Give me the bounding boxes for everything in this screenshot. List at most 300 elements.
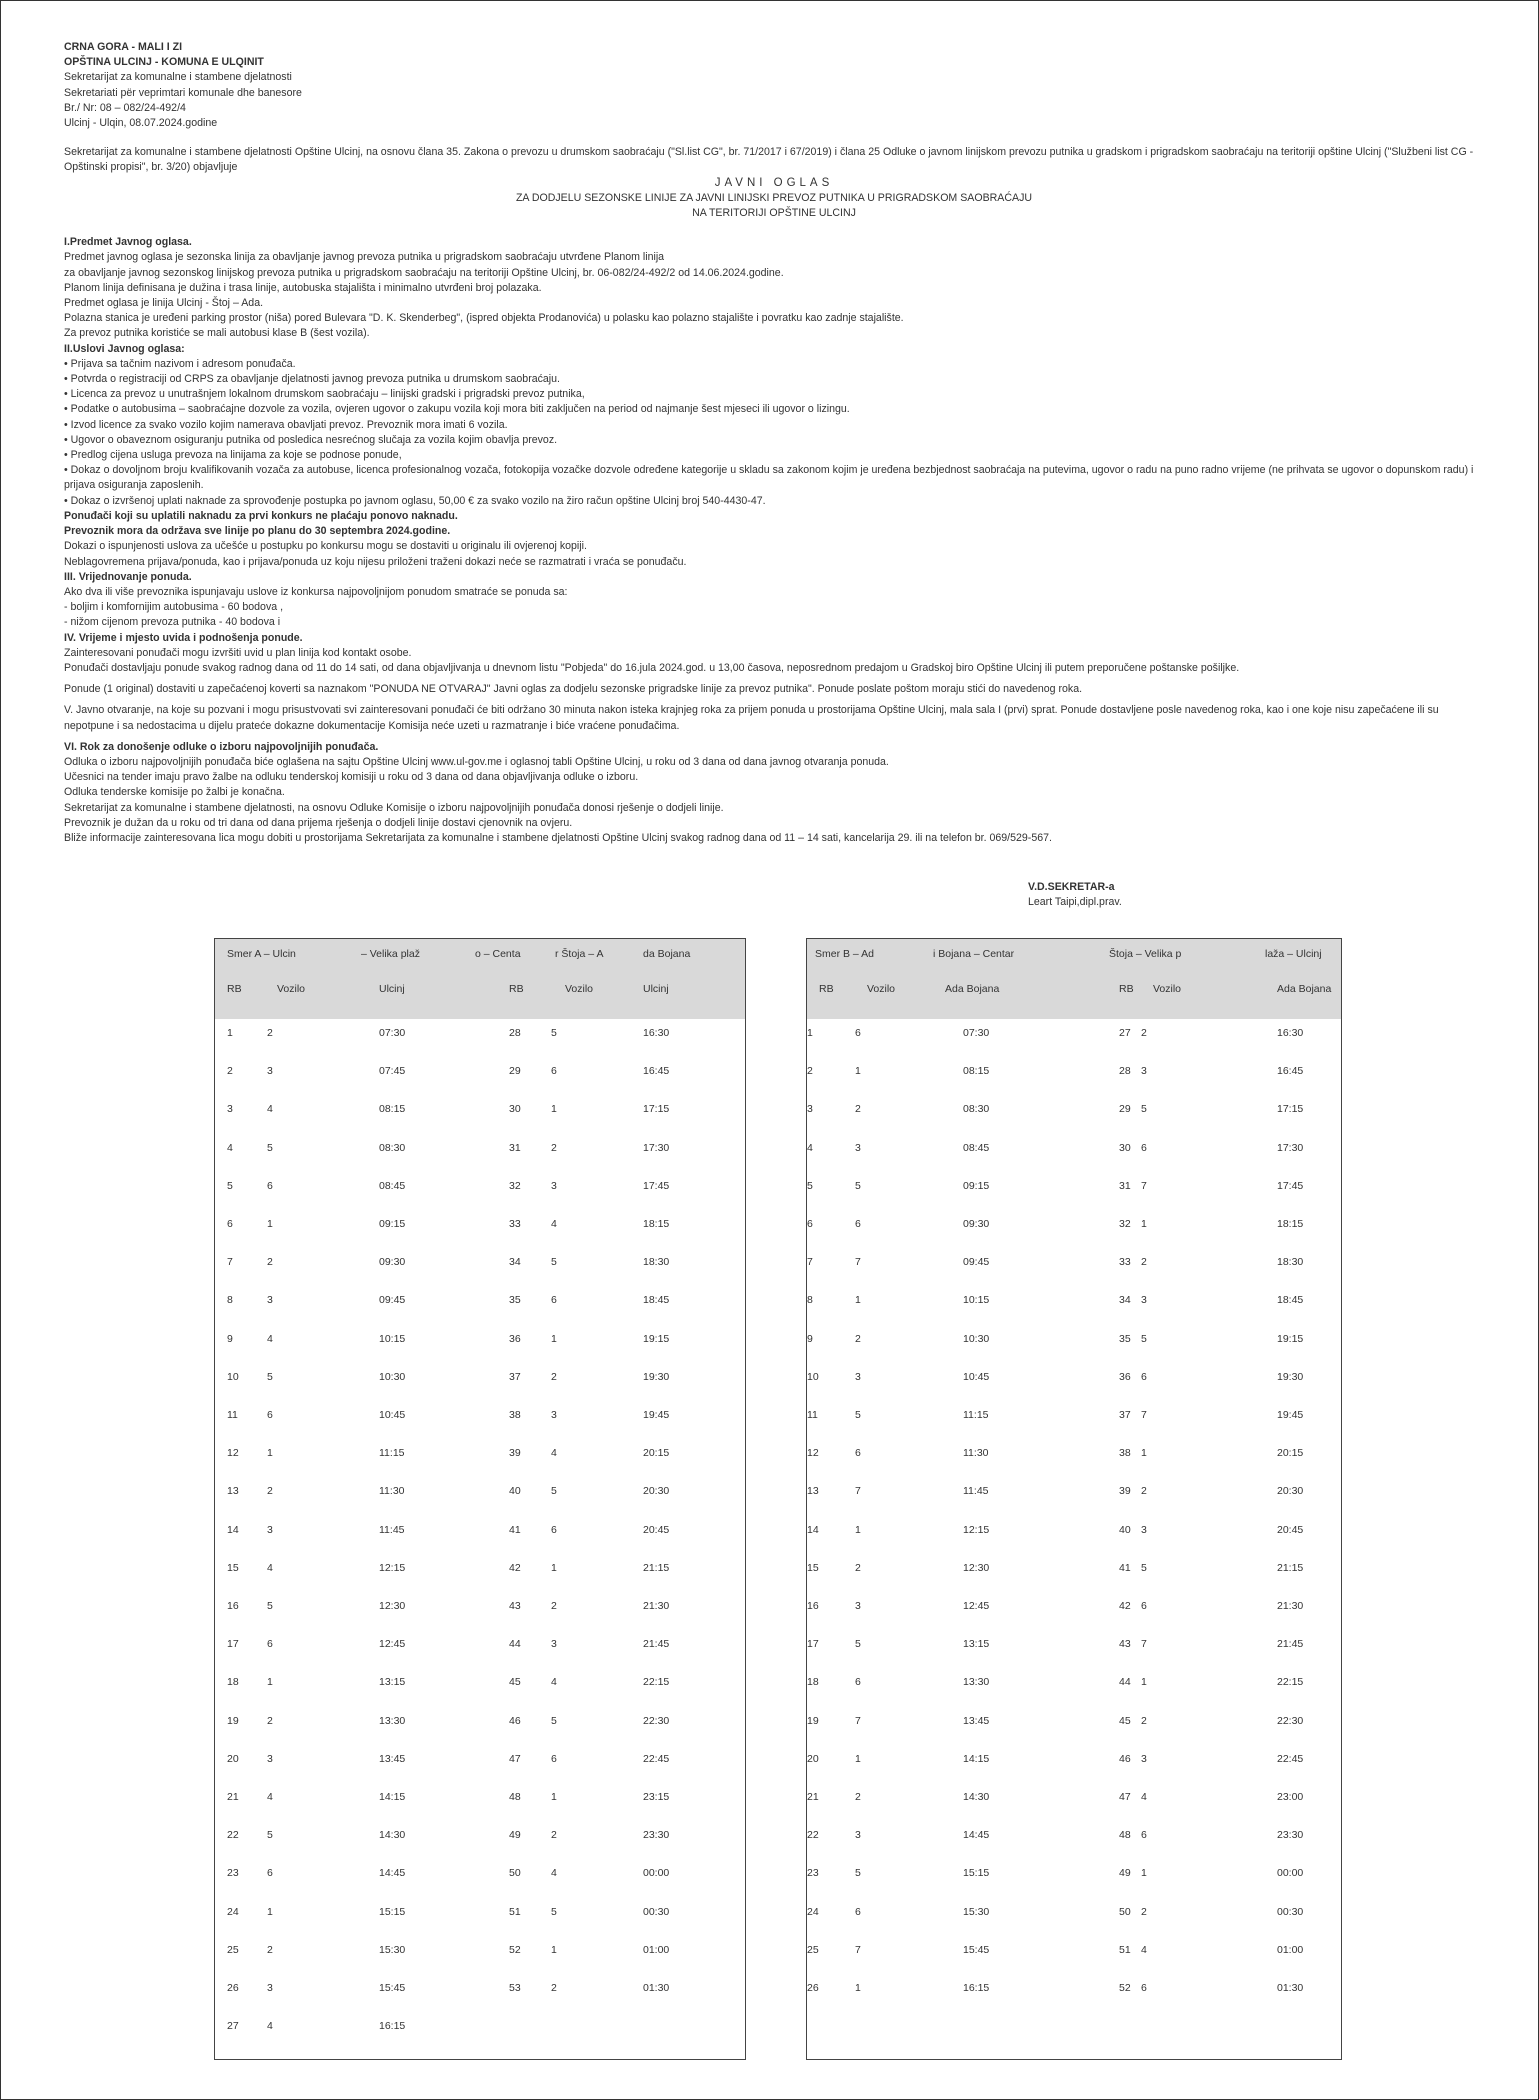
table-cell: 19:15 [1277, 1332, 1304, 1345]
table-cell: 14 [807, 1523, 819, 1536]
table-cell: 21:15 [1277, 1561, 1304, 1574]
table-cell: 15:30 [379, 1943, 406, 1956]
table-row [215, 2020, 745, 2058]
intro-paragraph: Sekretarijat za komunalne i stambene djelatnosti Opštine Ulcinj, na osnovu člana 35. Zakona o prevozu u drumskom saobraćaju ("Sl.list CG", br. 71/2017 i 67/2019) i člana 25 Odluke o javnom linijskom prevozu putnika u gradskom i prigradskom saobraćaju na teritoriji opštine Ulcinj ("Službeni list CG - Opštinski propisi", br. 3/20) objavljuje [64, 146, 1474, 174]
table-cell: 18:30 [643, 1256, 670, 1269]
table-cell: 52 [509, 1943, 521, 1956]
table-cell: 07:30 [379, 1027, 406, 1039]
table-cell: 19:15 [643, 1332, 670, 1345]
table-cell: 00:30 [643, 1905, 670, 1918]
table-cell: 28 [1119, 1065, 1131, 1078]
table-cell: 11:15 [963, 1409, 989, 1421]
table-cell: 11:45 [379, 1523, 405, 1536]
table-cell: 3 [1141, 1294, 1147, 1307]
section-6-text: Bliže informacije zainteresovana lica mogu dobiti u prostorijama Sekretarijata za komunalne i stambene djelatnosti Opštine Ulcinj svakog radnog dana od 11 – 14 sati, kancelarija 29. ili na telefon br. 069/529-567. [64, 831, 1052, 844]
table-cell: 1 [267, 1905, 273, 1918]
section-3-text: Ako dva ili više prevoznika ispunjavaju uslove iz konkursa najpovoljnijom ponudom smatraće se ponuda sa: [64, 585, 568, 598]
table-cell: 3 [267, 1752, 273, 1765]
table-cell: 10:15 [963, 1294, 990, 1307]
table-row [807, 1103, 1341, 1141]
table-row [807, 1065, 1341, 1103]
table-cell: 2 [855, 1332, 861, 1345]
table-cell: 1 [551, 1561, 557, 1574]
table-cell: 11:15 [379, 1447, 405, 1460]
condition-item: • Podatke o autobusima – saobraćajne dozvole za vozila, ovjeren ugovor o zakupu vozila koji mora biti zaključen na period od najmanje šest mjeseci ili ugovor o lizingu. [64, 403, 850, 416]
section-4-text: Ponude (1 original) dostaviti u zapečaćenoj koverti sa naznakom "PONUDA NE OTVARAJ" Javni oglas za dodjelu sezonske prigradske linije za prevoz putnika". Ponude poslate poštom moraju stići do navedenog roka. [64, 683, 1083, 696]
table-cell: 12 [227, 1447, 239, 1460]
table-row [807, 1906, 1341, 1944]
table-cell: 10:15 [379, 1332, 406, 1345]
section-1-text: za obavljanje javnog sezonskog linijskog prevoza putnika u prigradskom saobraćaju na teritoriji Opštine Ulcinj, br. 06-082/24-492/2 od 14.06.2024.godine. [64, 266, 784, 279]
table-cell: 30 [1119, 1141, 1131, 1154]
table-row [807, 1944, 1341, 1982]
table-cell: 6 [855, 1676, 861, 1689]
table-cell: 20 [807, 1752, 819, 1765]
deadline-note: Prevoznik mora da održava sve linije po planu do 30 septembra 2024.godine. [64, 525, 451, 538]
table-cell: 20:15 [643, 1447, 670, 1460]
table-cell: 31 [509, 1141, 521, 1154]
table-cell: 10:45 [963, 1370, 990, 1383]
condition-item: • Dokaz o izvršenoj uplati naknade za sprovođenje postupka po javnom oglasu, 50,00 € za svako vozilo na žiro račun opštine Ulcinj broj 540-4430-47. [64, 494, 766, 507]
table-cell: 22:45 [1277, 1752, 1304, 1765]
table-cell: 4 [267, 1791, 273, 1803]
table-cell: 6 [855, 1905, 861, 1918]
table-cell: 15 [807, 1561, 819, 1574]
header-line-3: Sekretarijat za komunalne i stambene djelatnosti [64, 71, 292, 84]
table-cell: 32 [509, 1179, 521, 1192]
table-cell: 19 [227, 1714, 239, 1727]
table-cell: 18:45 [1277, 1294, 1304, 1307]
table-cell: 8 [807, 1294, 813, 1307]
table-cell: 20:30 [1277, 1485, 1304, 1498]
table-cell: 37 [1119, 1409, 1131, 1421]
table-cell: 6 [267, 1409, 273, 1421]
table-cell: 36 [1119, 1370, 1131, 1383]
table-cell: 19 [807, 1714, 819, 1727]
table-cell: 13:30 [379, 1714, 406, 1727]
table-row [215, 1180, 745, 1218]
table-cell: 5 [855, 1409, 861, 1421]
table-cell: 7 [227, 1256, 233, 1269]
table-cell: 5 [551, 1256, 557, 1269]
table-header [215, 939, 745, 1019]
table-cell: 6 [551, 1294, 557, 1307]
table-cell: 22:30 [1277, 1714, 1304, 1727]
table-cell: 3 [551, 1179, 557, 1192]
table-cell: 2 [551, 1982, 557, 1994]
table-row [807, 1142, 1341, 1180]
table-cell: 7 [1141, 1179, 1147, 1192]
table-cell: 18 [227, 1676, 239, 1689]
table-cell: 9 [227, 1332, 233, 1345]
table-cell: 16 [807, 1600, 819, 1612]
table-cell: 51 [509, 1905, 521, 1918]
table-cell: 2 [267, 1943, 273, 1956]
table-cell: 1 [551, 1791, 557, 1803]
table-cell: 21:30 [643, 1600, 670, 1612]
table-row [215, 1142, 745, 1180]
table-cell: 42 [1119, 1600, 1131, 1612]
table-cell: 17:15 [1277, 1103, 1304, 1116]
table-cell: 1 [855, 1523, 861, 1536]
table-cell: 36 [509, 1332, 521, 1345]
table-cell: 4 [227, 1141, 233, 1154]
table-cell: 23:15 [643, 1791, 670, 1803]
table-cell: 46 [509, 1714, 521, 1727]
table-cell: 09:45 [379, 1294, 406, 1307]
table-cell: 6 [551, 1065, 557, 1078]
table-cell: 29 [1119, 1103, 1131, 1116]
table-row [215, 1791, 745, 1829]
table-cell: 26 [227, 1982, 239, 1994]
table-row [807, 1676, 1341, 1714]
table-row [807, 1562, 1341, 1600]
table-cell: 6 [807, 1218, 813, 1230]
table-cell: 11 [807, 1409, 818, 1421]
table-row [807, 1982, 1341, 2020]
table-cell: 2 [1141, 1027, 1147, 1039]
reference-number: Br./ Nr: 08 – 082/24-492/4 [64, 101, 186, 114]
table-cell: 1 [1141, 1867, 1147, 1880]
table-row [215, 1333, 745, 1371]
table-cell: 45 [1119, 1714, 1131, 1727]
table-row [215, 1371, 745, 1409]
section-2-heading: II.Uslovi Javnog oglasa: [64, 342, 185, 355]
table-row [807, 1600, 1341, 1638]
table-cell: 5 [1141, 1561, 1147, 1574]
table-cell: 4 [267, 1561, 273, 1574]
table-cell: 19:45 [1277, 1409, 1304, 1421]
table-cell: 28 [509, 1027, 521, 1039]
table-cell: 38 [1119, 1447, 1131, 1460]
table-cell: 6 [855, 1027, 861, 1039]
section-6-text: Odluka tenderske komisije po žalbi je konačna. [64, 786, 285, 799]
table-cell: 22 [227, 1829, 239, 1842]
table-row [807, 1180, 1341, 1218]
table-cell: 18:15 [1277, 1218, 1304, 1230]
table-cell: 5 [855, 1179, 861, 1192]
table-row [215, 1715, 745, 1753]
table-cell: 20:30 [643, 1485, 670, 1498]
table-cell: 2 [267, 1256, 273, 1269]
table-row [215, 1294, 745, 1332]
table-header-cell: i Bojana – Centar [933, 948, 1015, 960]
table-cell: 12:15 [379, 1561, 406, 1574]
table-row [807, 1256, 1341, 1294]
table-cell: 49 [509, 1829, 521, 1842]
table-cell: 13:45 [379, 1752, 406, 1765]
table-cell: 3 [227, 1103, 233, 1116]
section-2-text: Dokazi o ispunjenosti uslova za učešće u postupku po konkursu mogu se dostaviti u originalu ili ovjerenoj kopiji. [64, 540, 587, 553]
table-cell: 17:30 [643, 1141, 670, 1154]
document-body [64, 40, 1484, 846]
table-cell: 51 [1119, 1943, 1131, 1956]
column-header: Ada Bojana [1277, 983, 1332, 995]
condition-item: • Potvrda o registraciji od CRPS za obavljanje djelatnosti javnog prevoza putnika u drumskom saobraćaju. [64, 373, 560, 386]
section-1-text: Polazna stanica je uređeni parking prostor (niša) pored Bulevara "D. K. Skenderbeg", (ispred objekta Prodanovića) u polasku kao polazno stajalište i povratku kao zadnje stajalište. [64, 312, 904, 325]
table-cell: 20:45 [643, 1523, 670, 1536]
table-cell: 09:30 [963, 1218, 990, 1230]
table-row [807, 1447, 1341, 1485]
table-cell: 32 [1119, 1218, 1131, 1230]
table-cell: 7 [1141, 1409, 1147, 1421]
header-line-2: OPŠTINA ULCINJ - KOMUNA E ULQINIT [64, 56, 264, 69]
section-1-heading: I.Predmet Javnog oglasa. [64, 236, 192, 249]
table-cell: 10:45 [379, 1409, 406, 1421]
table-cell: 6 [227, 1218, 233, 1230]
table-cell: 43 [1119, 1638, 1131, 1651]
table-cell: 16:45 [1277, 1065, 1304, 1078]
table-cell: 01:30 [643, 1982, 670, 1994]
table-cell: 23:00 [1277, 1791, 1304, 1803]
column-header: Vozilo [1153, 983, 1182, 995]
table-cell: 1 [267, 1447, 273, 1460]
table-row [807, 1218, 1341, 1256]
table-cell: 5 [551, 1714, 557, 1727]
table-cell: 52 [1119, 1982, 1131, 1994]
table-cell: 5 [855, 1638, 861, 1651]
table-cell: 21 [807, 1791, 819, 1803]
table-cell: 5 [1141, 1103, 1147, 1116]
table-cell: 00:00 [643, 1867, 670, 1880]
table-cell: 12:30 [963, 1561, 990, 1574]
table-cell: 1 [855, 1982, 861, 1994]
table-cell: 17 [227, 1638, 239, 1651]
table-cell: 16:15 [379, 2020, 406, 2033]
table-cell: 15:15 [963, 1867, 990, 1880]
table-cell: 12 [807, 1447, 819, 1460]
fee-note: Ponuđači koji su uplatili naknadu za prvi konkurs ne plaćaju ponovo naknadu. [64, 509, 458, 522]
table-cell: 41 [509, 1523, 521, 1536]
table-cell: 5 [551, 1027, 557, 1039]
section-6-text: Učesnici na tender imaju pravo žalbe na odluku tenderskoj komisiji u roku od 3 dana od dana objavljivanja odluke o izboru. [64, 771, 639, 784]
table-cell: 07:30 [963, 1027, 990, 1039]
table-cell: 10:30 [963, 1332, 990, 1345]
table-cell: 7 [855, 1485, 861, 1498]
table-cell: 2 [227, 1065, 233, 1078]
table-cell: 22:15 [1277, 1676, 1304, 1689]
table-cell: 23:30 [1277, 1829, 1304, 1842]
table-cell: 5 [551, 1905, 557, 1918]
table-cell: 00:00 [1277, 1867, 1304, 1880]
table-cell: 6 [267, 1638, 273, 1651]
table-cell: 13 [227, 1485, 239, 1498]
table-cell: 40 [1119, 1523, 1131, 1536]
table-cell: 2 [1141, 1714, 1147, 1727]
table-cell: 6 [855, 1218, 861, 1230]
table-row [215, 1524, 745, 1562]
table-cell: 6 [1141, 1829, 1147, 1842]
table-cell: 4 [551, 1218, 557, 1230]
table-row [215, 1065, 745, 1103]
table-header-cell: – Velika plaž [361, 948, 420, 960]
table-cell: 1 [267, 1676, 273, 1689]
table-cell: 1 [1141, 1218, 1147, 1230]
section-1-text: Planom linija definisana je dužina i trasa linije, autobuska stajališta i minimalno utvrđeni broj polazaka. [64, 281, 542, 294]
table-row [807, 1027, 1341, 1065]
condition-item: • Dokaz o dovoljnom broju kvalifikovanih vozača za autobuse, licenca profesionalnog vozača, fotokopija vozačke dozvole određene kategorije u skladu sa zakonom kojim je uređena bezbjednost saobraćaja na putevima, ugovor o radu na puno radno vrijeme (ne prihvata se ugovor o dopunskom radu) i prijava osiguranja zaposlenih. [64, 464, 1474, 492]
table-cell: 2 [551, 1829, 557, 1842]
table-cell: 14:45 [379, 1867, 406, 1880]
table-cell: 10 [807, 1370, 819, 1383]
table-cell: 2 [551, 1600, 557, 1612]
table-cell: 01:00 [1277, 1943, 1304, 1956]
table-cell: 42 [509, 1561, 521, 1574]
table-cell: 6 [1141, 1141, 1147, 1154]
table-cell: 08:30 [963, 1103, 990, 1116]
section-6-text: Sekretarijat za komunalne i stambene djelatnosti, na osnovu Odluke Komisije o izboru najpovoljnijih ponuđača donosi rješenje o dodjeli linije. [64, 801, 724, 814]
table-cell: 1 [267, 1218, 273, 1230]
section-4-text: Ponuđači dostavljaju ponude svakog radnog dana od 11 do 14 sati, od dana objavljivanja u dnevnom listu "Pobjeda" do 16.jula 2024.god. u 13,00 časova, neposrednom predajom u Gradskoj biro Opštine Ulcinj ili putem preporučene poštanske pošiljke. [64, 661, 1240, 674]
table-cell: 16:30 [1277, 1027, 1304, 1039]
table-row [215, 1562, 745, 1600]
table-cell: 1 [551, 1943, 557, 1956]
notice-subtitle-2: NA TERITORIJI OPŠTINE ULCINJ [692, 207, 856, 220]
notice-title: JAVNI OGLAS [714, 176, 834, 189]
schedule-table-direction-a [214, 938, 746, 2060]
table-row [807, 1867, 1341, 1905]
table-header-cell: o – Centa [475, 948, 521, 960]
table-row [215, 1753, 745, 1791]
condition-item: • Predlog cijena usluga prevoza na linijama za koje se podnose ponude, [64, 449, 402, 462]
table-cell: 45 [509, 1676, 521, 1689]
table-row [215, 1676, 745, 1714]
table-cell: 20 [227, 1752, 239, 1765]
section-3-text: - boljim i komfornijim autobusima - 60 bodova , [64, 601, 284, 614]
table-cell: 18:15 [643, 1218, 670, 1230]
table-cell: 3 [855, 1600, 861, 1612]
table-cell: 1 [551, 1103, 557, 1116]
table-cell: 6 [267, 1179, 273, 1192]
table-cell: 39 [1119, 1485, 1131, 1498]
table-row [807, 1409, 1341, 1447]
table-cell: 09:30 [379, 1256, 406, 1269]
table-cell: 10 [227, 1370, 239, 1383]
header-line-1: CRNA GORA - MALI I ZI [64, 41, 183, 53]
table-cell: 11 [227, 1409, 238, 1421]
table-cell: 5 [1141, 1332, 1147, 1345]
table-cell: 07:45 [379, 1065, 406, 1078]
table-cell: 4 [551, 1867, 557, 1880]
table-cell: 48 [509, 1791, 521, 1803]
table-cell: 15:45 [379, 1982, 406, 1994]
table-cell: 41 [1119, 1561, 1131, 1574]
table-cell: 16 [227, 1600, 239, 1612]
table-cell: 23:30 [643, 1829, 670, 1842]
table-header-cell: r Štoja – A [555, 948, 604, 960]
column-header: RB [227, 983, 242, 995]
table-cell: 6 [1141, 1982, 1147, 1994]
column-header: Ulcinj [379, 983, 405, 995]
table-cell: 50 [509, 1867, 521, 1880]
table-row [807, 1638, 1341, 1676]
table-cell: 8 [227, 1294, 233, 1307]
table-cell: 08:15 [379, 1103, 406, 1116]
table-cell: 09:15 [379, 1218, 406, 1230]
table-cell: 18:30 [1277, 1256, 1304, 1269]
table-row [807, 1524, 1341, 1562]
table-header [807, 939, 1341, 1019]
table-row [807, 1791, 1341, 1829]
table-cell: 13:15 [379, 1676, 406, 1689]
table-cell: 18:45 [643, 1294, 670, 1307]
table-cell: 01:00 [643, 1943, 670, 1956]
table-row [807, 1333, 1341, 1371]
table-cell: 19:30 [643, 1370, 670, 1383]
table-cell: 6 [551, 1752, 557, 1765]
table-cell: 43 [509, 1600, 521, 1612]
table-cell: 4 [267, 2020, 273, 2033]
table-cell: 25 [227, 1943, 239, 1956]
table-cell: 22:15 [643, 1676, 670, 1689]
table-row [215, 1944, 745, 1982]
table-cell: 09:45 [963, 1256, 990, 1269]
table-cell: 12:45 [379, 1638, 406, 1651]
signature-name: Leart Taipi,dipl.prav. [1028, 896, 1122, 908]
table-cell: 17:15 [643, 1103, 670, 1116]
table-cell: 25 [807, 1943, 819, 1956]
table-cell: 2 [267, 1485, 273, 1498]
table-cell: 49 [1119, 1867, 1131, 1880]
table-cell: 1 [1141, 1447, 1147, 1460]
table-cell: 33 [1119, 1256, 1131, 1269]
table-row [215, 1485, 745, 1523]
table-cell: 13:15 [963, 1638, 990, 1651]
table-cell: 01:30 [1277, 1982, 1304, 1994]
condition-item: • Ugovor o obaveznom osiguranju putnika od posledica nesrećnog slučaja za vozila kojim obavlja prevoz. [64, 433, 558, 446]
table-cell: 5 [227, 1179, 233, 1192]
table-row [215, 1867, 745, 1905]
table-cell: 30 [509, 1103, 521, 1116]
section-4-heading: IV. Vrijeme i mjesto uvida i podnošenja ponude. [64, 631, 303, 644]
section-6-text: Odluka o izboru najpovoljnijih ponuđača biće oglašena na sajtu Opštine Ulcinj www.ul-gov.me i oglasnoj tabli Opštine Ulcinj, u roku od 3 dana od dana javnog otvaranja ponuda. [64, 755, 889, 768]
table-cell: 1 [807, 1027, 813, 1039]
column-header: Vozilo [565, 983, 594, 995]
table-cell: 3 [267, 1065, 273, 1078]
table-cell: 47 [1119, 1791, 1131, 1803]
table-row [807, 1294, 1341, 1332]
table-cell: 2 [267, 1714, 273, 1727]
table-row [807, 1829, 1341, 1867]
table-cell: 5 [267, 1141, 273, 1154]
table-cell: 13 [807, 1485, 819, 1498]
table-cell: 17:45 [643, 1179, 670, 1192]
table-row [215, 1829, 745, 1867]
table-cell: 3 [267, 1982, 273, 1994]
section-3-text: - nižom cijenom prevoza putnika - 40 bodova i [64, 616, 281, 629]
table-cell: 11:45 [963, 1485, 989, 1498]
table-cell: 22 [807, 1829, 819, 1842]
table-cell: 20:15 [1277, 1447, 1304, 1460]
table-cell: 14:15 [379, 1791, 406, 1803]
table-cell: 20:45 [1277, 1523, 1304, 1536]
table-cell: 3 [855, 1141, 861, 1154]
table-cell: 2 [1141, 1905, 1147, 1918]
table-cell: 7 [1141, 1638, 1147, 1651]
table-cell: 2 [807, 1065, 813, 1078]
table-cell: 13:30 [963, 1676, 990, 1689]
table-row [215, 1906, 745, 1944]
table-cell: 15:45 [963, 1943, 990, 1956]
table-cell: 21 [227, 1791, 239, 1803]
table-cell: 48 [1119, 1829, 1131, 1842]
table-header-cell: Smer A – Ulcin [227, 948, 296, 960]
table-cell: 5 [267, 1370, 273, 1383]
column-header: Ulcinj [643, 983, 669, 995]
table-row [215, 1256, 745, 1294]
header-line-4: Sekretariati për veprimtari komunale dhe banesore [64, 86, 302, 99]
table-cell: 1 [855, 1752, 861, 1765]
